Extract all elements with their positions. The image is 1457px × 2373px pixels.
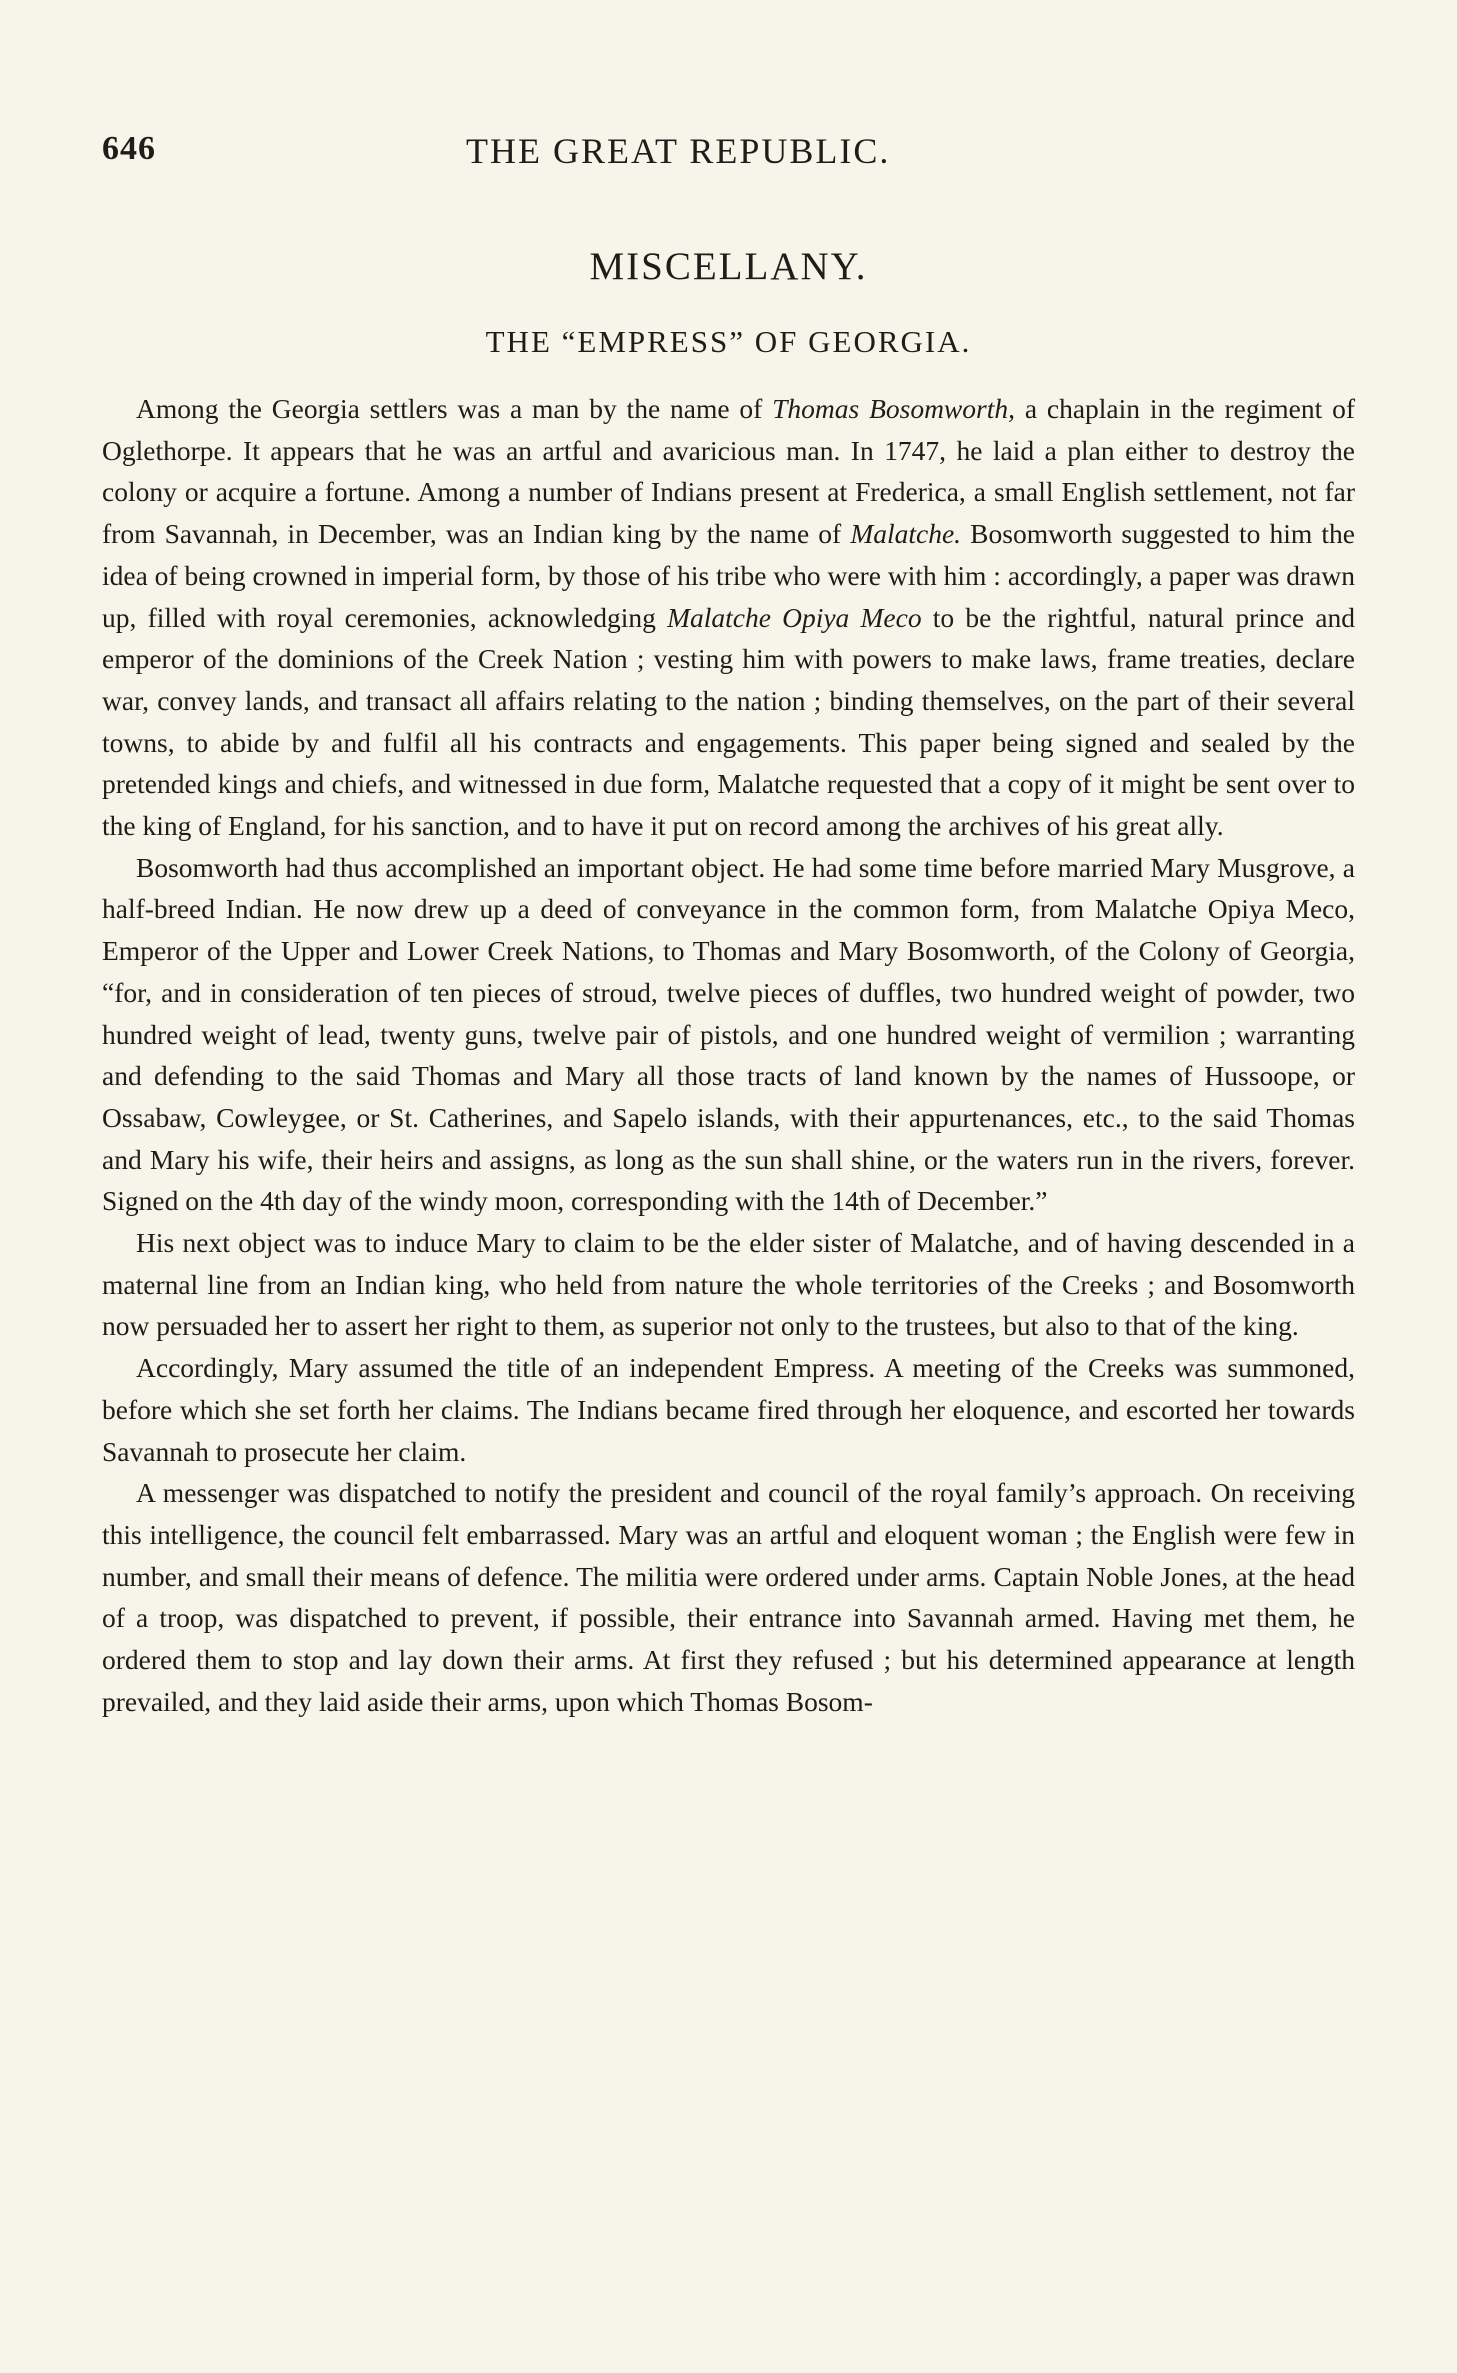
page-number: 646	[102, 130, 156, 167]
paragraph-2: Bosomworth had thus accomplished an important object. He had some time before married Mary Musgrove, a half-breed Indian. He now drew up a deed of conveyance in the common form, from Malatche Opiya Meco, Emperor of the Upper and Lower Creek Nations, to Thomas and Mary Bosomworth, of the Colony of Georgia, “for, and in consideration of ten pieces of stroud, twelve pieces of duffles, two hundred weight of powder, two hundred weight of lead, twenty guns, twelve pair of pistols, and one hundred weight of vermilion ; warranting and defending to the said Thomas and Mary all those tracts of land known by the names of Hussoope, or Ossabaw, Cowleygee, or St. Catherines, and Sapelo islands, with their appurtenances, etc., to the said Thomas and Mary his wife, their heirs and assigns, as long as the sun shall shine, or the waters run in the rivers, forever. Signed on the 4th day of the windy moon, corresponding with the 14th of December.”	[102, 851, 1355, 1217]
paragraph-1-text-c: Bosomworth suggested to him the idea of being crowned in imperial form, by those of his tribe who were with him : accordingly, a paper was drawn up, filled with royal ceremonies, acknowledging	[102, 518, 1355, 633]
paragraph-1-text-b: a chaplain in the regiment of Oglethorpe. It appears that he was an artful and avaricious man. In 1747, he laid a plan either to destroy the colony or acquire a fortune. Among a number of Indians present at Frederica, a small English settlement, not far from Savannah, in December, was an Indian king by the name of	[102, 393, 1355, 550]
book-title: THE GREAT REPUBLIC.	[466, 131, 891, 171]
article-body	[102, 388, 1355, 1723]
paragraph-1-italic-name-1: Thomas Bosomworth,	[772, 393, 1015, 424]
running-head	[102, 130, 1022, 180]
paragraph-5: A messenger was dispatched to notify the president and council of the royal family’s approach. On receiving this intelligence, the council felt embarrassed. Mary was an artful and eloquent woman ; the English were few in number, and small their means of defence. The militia were ordered under arms. Captain Noble Jones, at the head of a troop, was dispatched to prevent, if possible, their entrance into Savannah armed. Having met them, he ordered them to stop and lay down their arms. At first they refused ; but his determined appearance at length prevailed, and they laid aside their arms, upon which Thomas Bosom-	[102, 1477, 1355, 1717]
section-title: MISCELLANY.	[589, 245, 868, 288]
paragraph-1-text-d: to be the rightful, natural prince and emperor of the dominions of the Creek Nation ; vesting him with powers to make laws, frame treaties, declare war, convey lands, and transact all affairs relating to the nation ; binding themselves, on the part of their several towns, to abide by and fulfil all his contracts and engagements. This paper being signed and sealed by the pretended kings and chiefs, and witnessed in due form, Malatche requested that a copy of it might be sent over to the king of England, for his sanction, and to have it put on record among the archives of his great ally.	[102, 601, 1355, 842]
paragraph-1-italic-name-3: Malatche Opiya Meco	[667, 601, 922, 633]
paragraph-1-text-a: Among the Georgia settlers was a man by the name of	[136, 393, 773, 424]
article-title: THE “EMPRESS” OF GEORGIA.	[485, 324, 972, 359]
paragraph-1-italic-name-2: Malatche.	[850, 518, 962, 550]
paragraph-3: His next object was to induce Mary to claim to be the elder sister of Malatche, and of having descended in a maternal line from an Indian king, who held from nature the whole territories of the Creeks ; and Bosomworth now persuaded her to assert her right to them, as superior not only to the trustees, but also to that of the king.	[102, 1227, 1355, 1342]
paragraph-1	[102, 388, 1355, 847]
paragraph-4: Accordingly, Mary assumed the title of an independent Empress. A meeting of the Creeks was summoned, before which she set forth her claims. The Indians became fired through her eloquence, and escorted her towards Savannah to prosecute her claim.	[102, 1352, 1355, 1467]
